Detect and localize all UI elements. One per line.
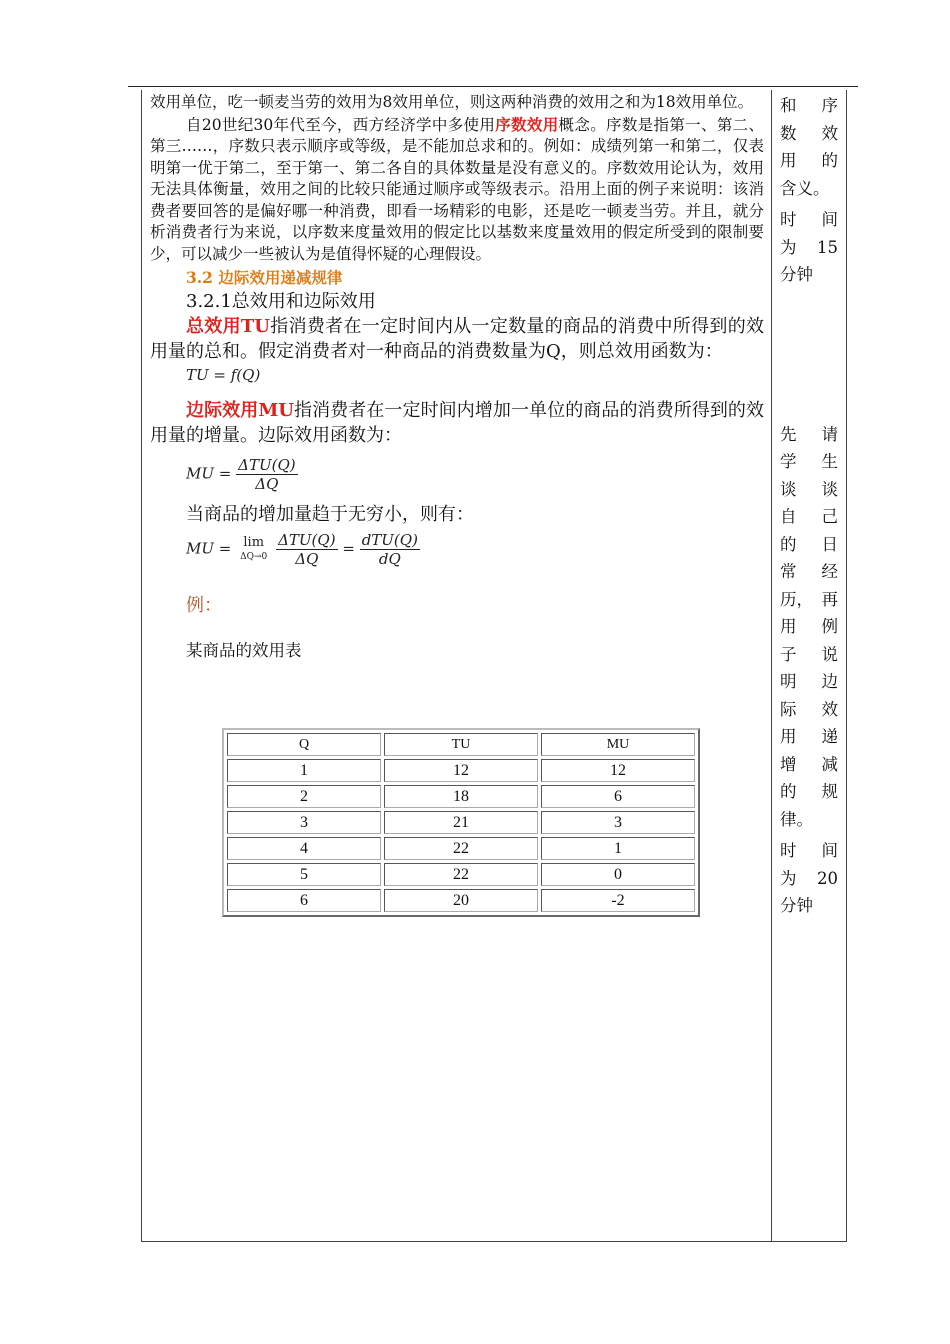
paragraph-ordinal-utility bbox=[150, 114, 764, 266]
side-char: 序 bbox=[821, 96, 838, 115]
table-caption: 某商品的效用表 bbox=[186, 641, 302, 660]
mu-numerator: ΔTU(Q) bbox=[238, 456, 296, 474]
side-row bbox=[780, 865, 838, 893]
side-row bbox=[780, 448, 838, 476]
cell-mu: 12 bbox=[541, 759, 695, 782]
side-char: 说 bbox=[821, 644, 838, 664]
side-row bbox=[780, 558, 838, 586]
side-row bbox=[780, 503, 838, 531]
mu-definition: 指消费者在一定时间内增加一单位的商品的消费所得到的效用量的增量。边际效用函数为： bbox=[150, 400, 765, 446]
side-char: 间 bbox=[821, 841, 838, 860]
header-q: Q bbox=[227, 733, 381, 756]
side-row: 律。 bbox=[780, 809, 813, 829]
side-char: 子 bbox=[780, 644, 797, 664]
side-char: 生 bbox=[821, 452, 838, 471]
side-char: 先 bbox=[780, 424, 797, 444]
table-header-row bbox=[227, 733, 695, 756]
term-total-utility: 总效用TU bbox=[186, 316, 270, 337]
term-ordinal-utility: 序数效用 bbox=[495, 114, 559, 134]
limit-lhs: MU = bbox=[186, 539, 232, 558]
derivative-denominator: dQ bbox=[378, 550, 401, 568]
main-content bbox=[150, 92, 764, 662]
side-row bbox=[780, 147, 838, 175]
side-row bbox=[780, 751, 838, 779]
formula-total-utility: TU = f(Q) bbox=[186, 366, 261, 384]
cell-mu: 0 bbox=[541, 863, 695, 886]
side-row bbox=[780, 641, 838, 669]
header-rule bbox=[128, 86, 858, 87]
side-char: 际 bbox=[780, 699, 797, 719]
side-char: 用 bbox=[780, 151, 797, 170]
limit-fraction bbox=[276, 531, 337, 568]
side-char: 规 bbox=[821, 782, 838, 801]
term-marginal-utility: 边际效用MU bbox=[186, 400, 294, 421]
side-char: 用 bbox=[780, 617, 797, 636]
cell-tu: 22 bbox=[384, 863, 538, 886]
table-row bbox=[227, 889, 695, 912]
side-row bbox=[780, 778, 838, 806]
side-row bbox=[780, 696, 838, 724]
side-row bbox=[780, 234, 838, 262]
limit-operator bbox=[240, 536, 267, 564]
side-notes bbox=[780, 92, 838, 920]
p2-body: 概念。序数是指第一、第二、第三……，序数只表示顺序或等级，是不能加总求和的。例如：成绩列第一和第二，仅表明第一优于第二，至于第一、第二各自的具体数量是没有意义的。序数效用论认为，效用无法具体衡量，效用之间的比较只能通过顺序或等级表示。沿用上面的例子来说明：该消费者要回答的是偏好哪一种消费，即看一场精彩的电影，还是吃一顿麦当劳。并且，就分析消费者行为来说，以序数来度量效用的假定比以基数来度量效用的假定所受到的限制要少，可以减少一些被认为是值得怀疑的心理假设。 bbox=[150, 115, 764, 263]
side-char: 再 bbox=[821, 589, 838, 609]
mu-fraction bbox=[236, 456, 297, 493]
derivative-fraction bbox=[360, 531, 420, 568]
side-row bbox=[780, 476, 838, 504]
section-heading-3-2: 3.2 边际效用递减规律 bbox=[186, 268, 343, 287]
column-divider bbox=[771, 90, 772, 1242]
side-char: 历， bbox=[780, 589, 813, 609]
cell-mu: -2 bbox=[541, 889, 695, 912]
side-char: 数 bbox=[780, 123, 797, 143]
cell-q: 2 bbox=[227, 785, 381, 808]
side-char: 效 bbox=[821, 699, 838, 719]
table-row bbox=[227, 863, 695, 886]
lim-subscript: ΔQ→0 bbox=[240, 551, 268, 562]
side-char: 20 bbox=[817, 868, 838, 888]
limit-numerator: ΔTU(Q) bbox=[278, 531, 336, 549]
table-row bbox=[227, 837, 695, 860]
side-row bbox=[780, 531, 838, 559]
mu-lhs: MU = bbox=[186, 464, 232, 483]
side-row bbox=[780, 837, 838, 865]
cell-q: 6 bbox=[227, 889, 381, 912]
side-char: 自 bbox=[780, 507, 797, 526]
table-row bbox=[227, 759, 695, 782]
cell-q: 5 bbox=[227, 863, 381, 886]
mu-denominator: ΔQ bbox=[255, 475, 279, 493]
side-row bbox=[780, 206, 838, 234]
cell-tu: 18 bbox=[384, 785, 538, 808]
cell-tu: 21 bbox=[384, 811, 538, 834]
side-row: 分钟 bbox=[780, 265, 813, 284]
side-char: 的 bbox=[821, 151, 838, 170]
side-char: 增 bbox=[780, 754, 797, 774]
side-char: 边 bbox=[821, 672, 838, 691]
side-row: 分钟 bbox=[780, 896, 813, 915]
side-row: 含义。 bbox=[780, 178, 830, 198]
side-char: 用 bbox=[780, 727, 797, 746]
side-char: 谈 bbox=[780, 479, 797, 499]
side-char: 的 bbox=[780, 782, 797, 801]
lim-word: lim bbox=[243, 534, 265, 550]
paragraph-marginal-utility bbox=[150, 398, 764, 448]
side-char: 谈 bbox=[821, 479, 838, 499]
side-row bbox=[780, 668, 838, 696]
header-mu: MU bbox=[541, 733, 695, 756]
side-char: 日 bbox=[821, 534, 838, 554]
cell-q: 1 bbox=[227, 759, 381, 782]
cell-q: 3 bbox=[227, 811, 381, 834]
side-char: 和 bbox=[780, 96, 797, 115]
limit-denominator: ΔQ bbox=[295, 550, 319, 568]
limit-sentence: 当商品的增加量趋于无穷小，则有： bbox=[186, 504, 474, 525]
table-row bbox=[227, 811, 695, 834]
side-char: 效 bbox=[821, 123, 838, 143]
side-char: 15 bbox=[817, 237, 838, 257]
example-label: 例： bbox=[186, 595, 222, 616]
side-char: 经 bbox=[821, 562, 838, 581]
side-row bbox=[780, 723, 838, 751]
side-char: 例 bbox=[821, 617, 838, 636]
paragraph-total-utility bbox=[150, 314, 764, 364]
side-row bbox=[780, 421, 838, 449]
section-heading-3-2-1: 3.2.1总效用和边际效用 bbox=[186, 291, 376, 312]
cell-tu: 12 bbox=[384, 759, 538, 782]
side-row bbox=[780, 586, 838, 614]
cell-tu: 20 bbox=[384, 889, 538, 912]
side-row bbox=[780, 92, 838, 120]
side-char: 学 bbox=[780, 452, 797, 471]
side-char: 的 bbox=[780, 534, 797, 554]
side-row bbox=[780, 613, 838, 641]
cell-mu: 1 bbox=[541, 837, 695, 860]
header-tu: TU bbox=[384, 733, 538, 756]
side-char: 递 bbox=[821, 727, 838, 746]
side-char: 为 bbox=[780, 237, 797, 257]
side-char: 为 bbox=[780, 868, 797, 888]
paragraph-cardinal-end: 效用单位，吃一顿麦当劳的效用为8效用单位，则这两种消费的效用之和为18效用单位。 bbox=[150, 93, 754, 111]
equals-sign: = bbox=[342, 539, 355, 558]
side-char: 减 bbox=[821, 754, 838, 774]
p2-lead: 自20世纪30年代至今，西方经济学中多使用 bbox=[186, 115, 496, 134]
formula-limit bbox=[186, 531, 764, 568]
derivative-numerator: dTU(Q) bbox=[361, 531, 418, 549]
side-char: 时 bbox=[780, 210, 797, 229]
formula-marginal-utility bbox=[186, 456, 764, 493]
side-char: 己 bbox=[821, 507, 838, 526]
side-row bbox=[780, 120, 838, 148]
cell-mu: 6 bbox=[541, 785, 695, 808]
table-row bbox=[227, 785, 695, 808]
side-char: 常 bbox=[780, 562, 797, 581]
side-char: 时 bbox=[780, 841, 797, 860]
cell-q: 4 bbox=[227, 837, 381, 860]
utility-table bbox=[222, 728, 700, 917]
side-char: 间 bbox=[821, 210, 838, 229]
side-char: 明 bbox=[780, 672, 797, 691]
cell-tu: 22 bbox=[384, 837, 538, 860]
tu-definition: 指消费者在一定时间内从一定数量的商品的消费中所得到的效用量的总和。假定消费者对一种商品的消费数量为Q，则总效用函数为： bbox=[150, 316, 764, 362]
cell-mu: 3 bbox=[541, 811, 695, 834]
side-char: 请 bbox=[821, 424, 838, 444]
